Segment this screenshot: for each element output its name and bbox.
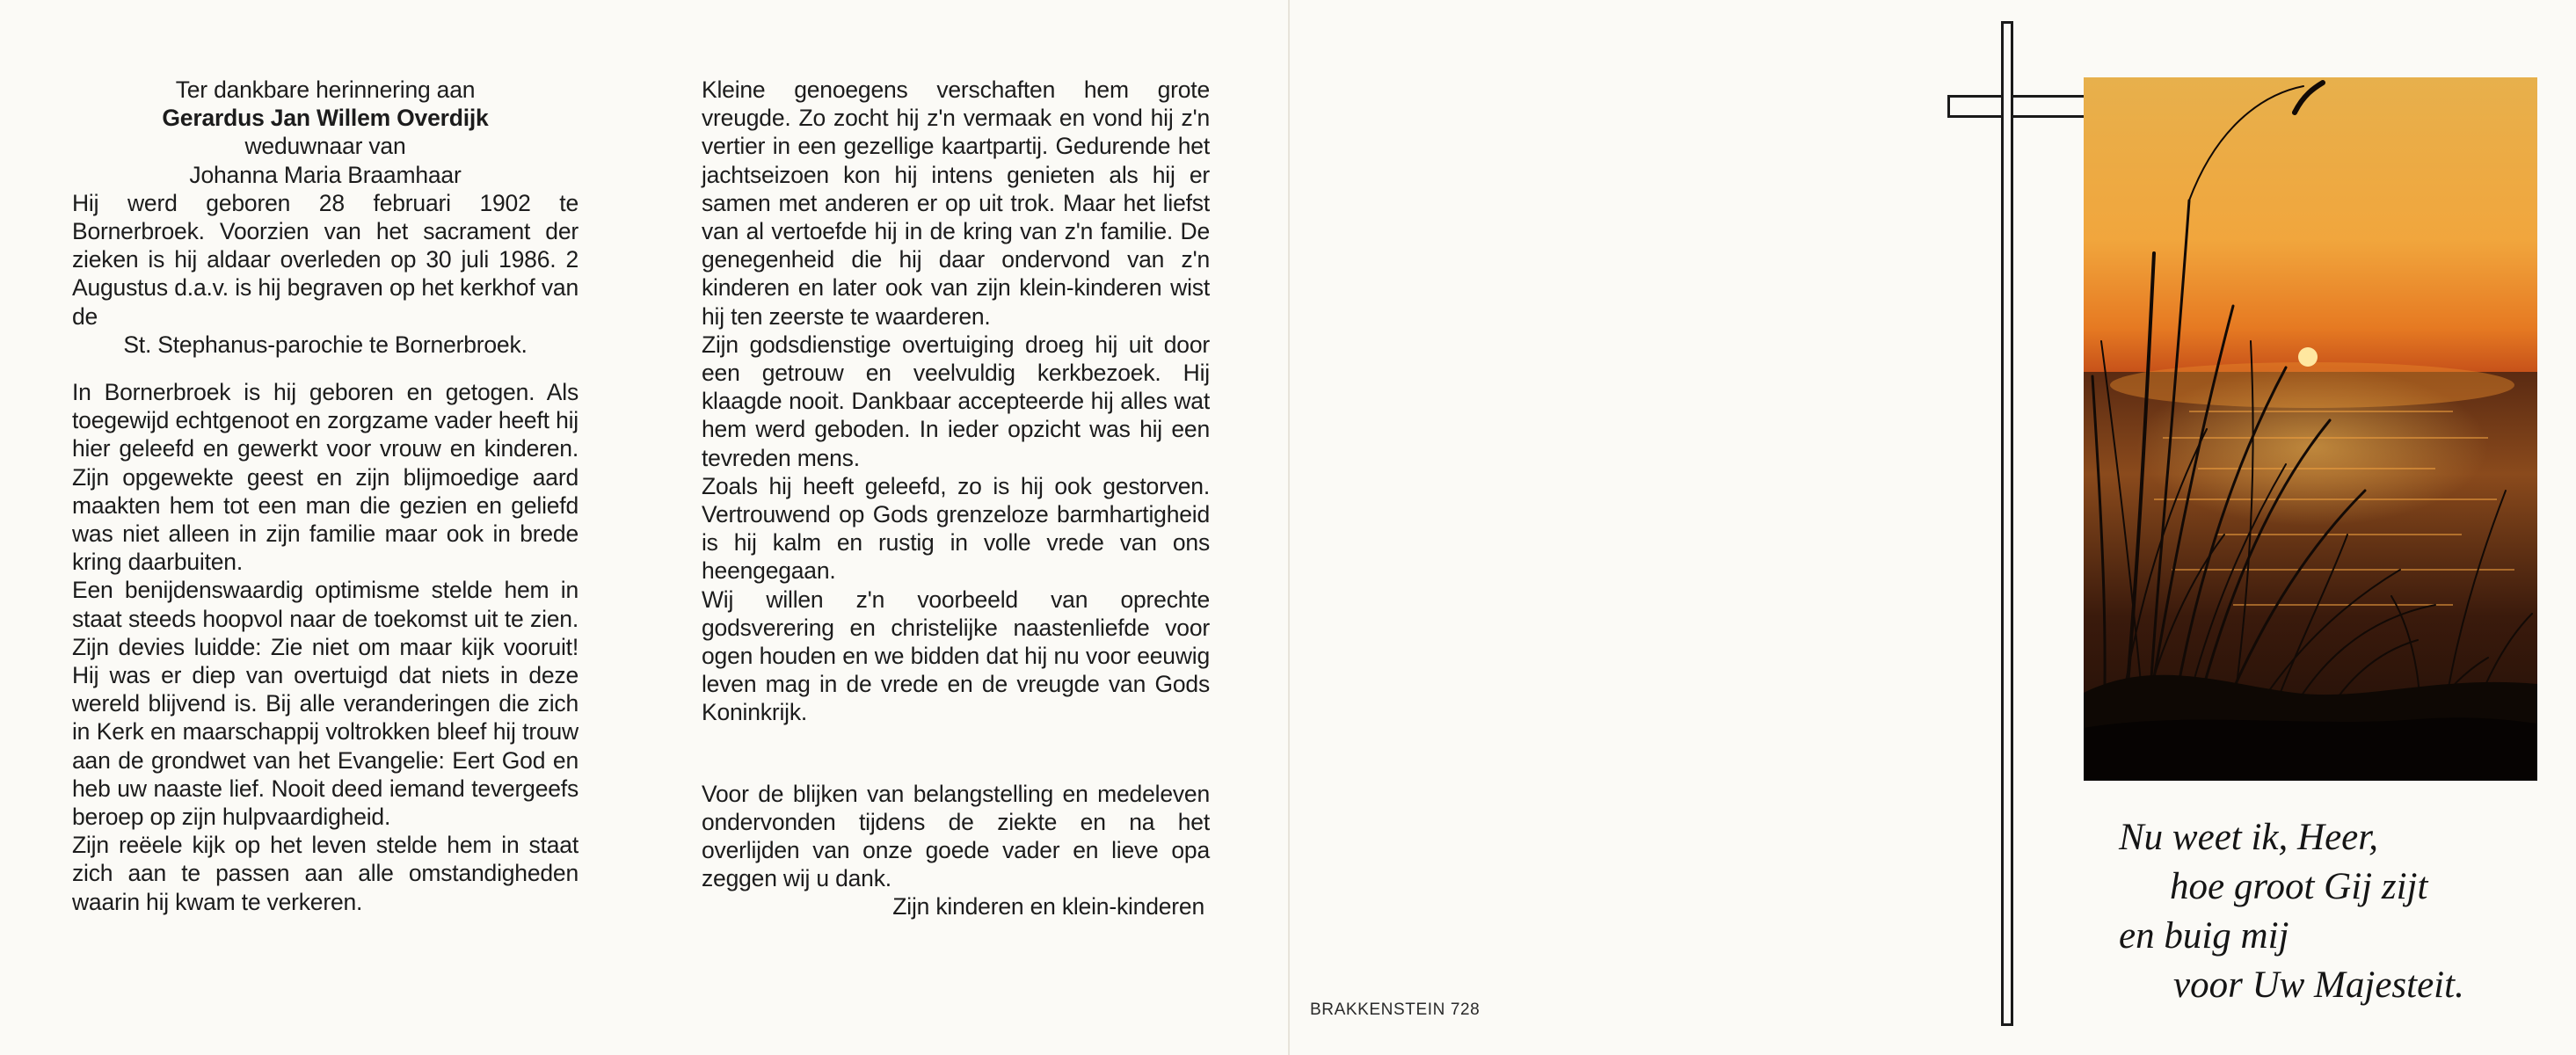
deceased-name: Gerardus Jan Willem Overdijk <box>162 105 489 132</box>
paragraph-prayer: Wij willen z'n voorbeeld van oprechte godsverering en christelijke naastenliefde voor ogen houden en we bidden dat hij nu voor eeuwig leven mag in de vrede en de vreugde van Gods Koninkrijk. <box>702 586 1210 726</box>
sunset-photo <box>2084 77 2537 781</box>
verse-line-2: hoe groot Gij zijt <box>2170 866 2428 907</box>
sunset-reeds-image <box>2084 77 2537 781</box>
column-left <box>72 76 579 916</box>
verse-line-4: voor Uw Majesteit. <box>2173 964 2464 1006</box>
fold-line <box>1288 0 1290 1055</box>
paragraph-pleasures: Kleine genoegens verschaften hem grote vreugde. Zo zocht hij z'n vermaak en vond hij z'n vertier in een gezellige kaartpartij. Gedurende het jachtseizoen kon hij intens genieten als hij er samen met anderen er op uit trok. Maar het liefst van al vertoefde hij in de kring van z'n familie. De genegenheid die hij daar ondervond van z'n kinderen en later ook van zijn klein-kinderen wist hij ten zeerste te waarderen. <box>702 76 1210 330</box>
paragraph-death: Zoals hij heeft geleefd, zo is hij ook gestorven. Vertrouwend op Gods grenzeloze barmhartigheid is hij kalm en rustig in volle vrede van ons heengegaan. <box>702 472 1210 585</box>
column-right <box>702 76 1210 921</box>
paragraph-outlook: Zijn reëele kijk op het leven stelde hem in staat zich aan te passen aan alle omstandigheden waarin hij kwam te verkeren. <box>72 832 579 915</box>
paragraph-birth-death: Hij werd geboren 28 februari 1902 te Bornerbroek. Voorzien van het sacrament der zieken is hij aldaar overleden op 30 juli 1986. 2 Augustus d.a.v. is hij begraven op het kerkhof van de <box>72 189 579 330</box>
relation-line: weduwnaar van <box>244 133 406 160</box>
publisher-mark: BRAKKENSTEIN 728 <box>1310 1000 1481 1019</box>
verse-quote <box>2119 813 2541 1010</box>
paragraph-optimism: Een benijdenswaardig optimisme stelde hem in staat steeds hoopvol naar de toekomst uit te zien. Zijn devies luidde: Zie niet om maar kijk vooruit! Hij was er diep van overtuigd dat niets in deze wereld blijvend is. Bij alle veranderingen die zich in Kerk en maarschappij voltrokken bleef hij trouw aan de grondwet van het Evangelie: Eert God en heb uw naaste lief. Nooit deed iemand tevergeefs beroep op zijn hulpvaardigheid. <box>72 577 579 831</box>
paragraph-thanks: Voor de blijken van belangstelling en medeleven ondervonden tijdens de ziekte en na het overlijden van onze goede vader en lieve opa zeggen wij u dank. <box>702 780 1210 892</box>
verse-line-1: Nu weet ik, Heer, <box>2119 817 2378 858</box>
paragraph-life: In Bornerbroek is hij geboren en getogen. Als toegewijd echtgenoot en zorgzame vader heeft hij hier geleefd en gewerkt voor vrouw en kinderen. Zijn opgewekte geest en zijn blijmoedige aard maakten hem tot een man die gezien en geliefd was niet alleen in zijn familie maar ook in brede kring daarbuiten. <box>72 379 579 576</box>
paragraph-parish: St. Stephanus-parochie te Bornerbroek. <box>123 331 528 358</box>
verse-line-3: en buig mij <box>2119 915 2289 957</box>
spouse-name: Johanna Maria Braamhaar <box>189 161 462 188</box>
paragraph-faith: Zijn godsdienstige overtuiging droeg hij uit door een getrouw en veelvuldig kerkbezoek. Hij klaagde nooit. Dankbaar accepteerde hij alles wat hem werd geboden. In ieder opzicht was hij een tevreden mens. <box>702 331 1210 471</box>
intro-line: Ter dankbare herinnering aan <box>175 76 476 103</box>
signature: Zijn kinderen en klein-kinderen <box>892 893 1204 920</box>
